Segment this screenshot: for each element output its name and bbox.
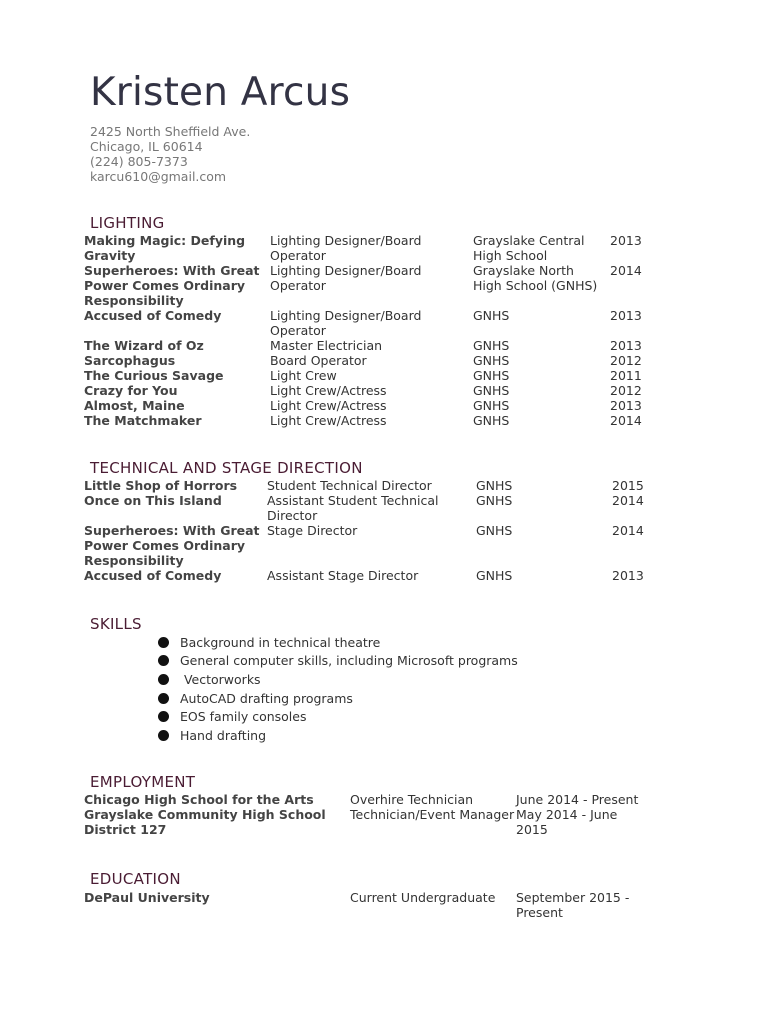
production-year: 2013 [612,568,644,583]
job-dates: May 2014 - June 2015 [516,807,618,837]
production-year: 2013 [610,308,642,323]
list-item [158,652,518,671]
employment-heading: EMPLOYMENT [90,773,196,791]
job-dates: June 2014 - Present [516,792,639,807]
table-row [84,568,652,583]
production-year: 2011 [610,368,642,383]
table-row [84,353,650,368]
production-role: Light Crew/Actress [270,398,387,413]
degree-status: Current Undergraduate [350,890,496,905]
production-role: Board Operator [270,353,367,368]
production-role: Light Crew/Actress [270,383,387,398]
job-title: Overhire Technician [350,792,474,807]
list-item [158,689,518,708]
skill-text: Hand drafting [180,727,267,743]
production-title: Sarcophagus [84,353,176,368]
production-organization: GNHS [476,523,513,538]
technical-heading: TECHNICAL AND STAGE DIRECTION [90,459,363,477]
production-organization: GNHS [473,398,510,413]
skill-text: Background in technical theatre [180,634,381,650]
production-title: The Wizard of Oz [84,338,204,353]
production-title: Superheroes: With Great Power Comes Ordinary Responsibility [84,263,260,308]
production-title: Accused of Comedy [84,308,222,323]
table-row [84,383,650,398]
bullet-icon [158,655,169,666]
production-year: 2013 [610,338,642,353]
production-year: 2014 [612,493,644,508]
lighting-heading: LIGHTING [90,214,165,232]
production-year: 2012 [610,353,642,368]
production-year: 2013 [610,233,642,248]
skills-list [158,633,518,745]
table-row [84,368,650,383]
table-row [84,398,650,413]
production-organization: GNHS [476,568,513,583]
table-row [84,792,646,807]
list-item [158,633,518,652]
production-year: 2015 [612,478,644,493]
contact-phone: (224) 805-7373 [90,154,188,169]
contact-block [90,124,250,184]
employer-name: Chicago High School for the Arts [84,792,314,807]
table-row [84,523,652,568]
table-row [84,890,646,920]
production-organization: GNHS [473,308,510,323]
production-title: Little Shop of Horrors [84,478,238,493]
education-heading: EDUCATION [90,870,181,888]
production-role: Light Crew [270,368,337,383]
production-year: 2013 [610,398,642,413]
production-title: The Matchmaker [84,413,202,428]
production-organization: GNHS [473,413,510,428]
resume-name: Kristen Arcus [90,70,351,115]
skill-text: EOS family consoles [180,709,307,725]
production-organization: GNHS [476,478,513,493]
bullet-icon [158,637,169,648]
production-organization: GNHS [473,368,510,383]
lighting-table [84,233,650,428]
production-title: Once on This Island [84,493,222,508]
production-title: Crazy for You [84,383,178,398]
production-organization: Grayslake North High School (GNHS) [473,263,598,293]
production-title: Superheroes: With Great Power Comes Ordinary Responsibility [84,523,260,568]
list-item [158,670,518,689]
production-title: The Curious Savage [84,368,224,383]
production-role: Lighting Designer/Board Operator [270,308,422,338]
production-title: Accused of Comedy [84,568,222,583]
production-role: Master Electrician [270,338,383,353]
list-item [158,726,518,745]
bullet-icon [158,711,169,722]
production-year: 2014 [610,263,642,278]
table-row [84,807,646,837]
production-year: 2012 [610,383,642,398]
employer-name: Grayslake Community High School District 127 [84,807,326,837]
production-organization: GNHS [473,353,510,368]
production-organization: GNHS [476,493,513,508]
school-name: DePaul University [84,890,210,905]
contact-city: Chicago, IL 60614 [90,139,203,154]
technical-table [84,478,652,583]
table-row [84,308,650,338]
table-row [84,233,650,263]
production-role: Lighting Designer/Board Operator [270,233,422,263]
production-title: Almost, Maine [84,398,185,413]
skills-heading: SKILLS [90,615,142,633]
production-role: Light Crew/Actress [270,413,387,428]
list-item [158,707,518,726]
education-dates: September 2015 - Present [516,890,630,920]
production-role: Lighting Designer/Board Operator [270,263,422,293]
bullet-icon [158,693,169,704]
production-role: Student Technical Director [267,478,432,493]
table-row [84,413,650,428]
table-row [84,263,650,308]
skill-text: AutoCAD drafting programs [180,690,353,706]
skill-text: Vectorworks [180,671,261,687]
skill-text: General computer skills, including Microsoft programs [180,653,518,669]
production-year: 2014 [610,413,642,428]
bullet-icon [158,674,169,685]
production-title: Making Magic: Defying Gravity [84,233,246,263]
table-row [84,338,650,353]
production-organization: Grayslake Central High School [473,233,585,263]
contact-address: 2425 North Sheffield Ave. [90,124,251,139]
bullet-icon [158,730,169,741]
table-row [84,493,652,523]
production-role: Assistant Stage Director [267,568,419,583]
production-organization: GNHS [473,338,510,353]
production-role: Assistant Student Technical Director [267,493,439,523]
table-row [84,478,652,493]
contact-email: karcu610@gmail.com [90,169,227,184]
production-year: 2014 [612,523,644,538]
education-table [84,890,646,920]
production-role: Stage Director [267,523,358,538]
employment-table [84,792,646,837]
job-title: Technician/Event Manager [350,807,515,822]
production-organization: GNHS [473,383,510,398]
